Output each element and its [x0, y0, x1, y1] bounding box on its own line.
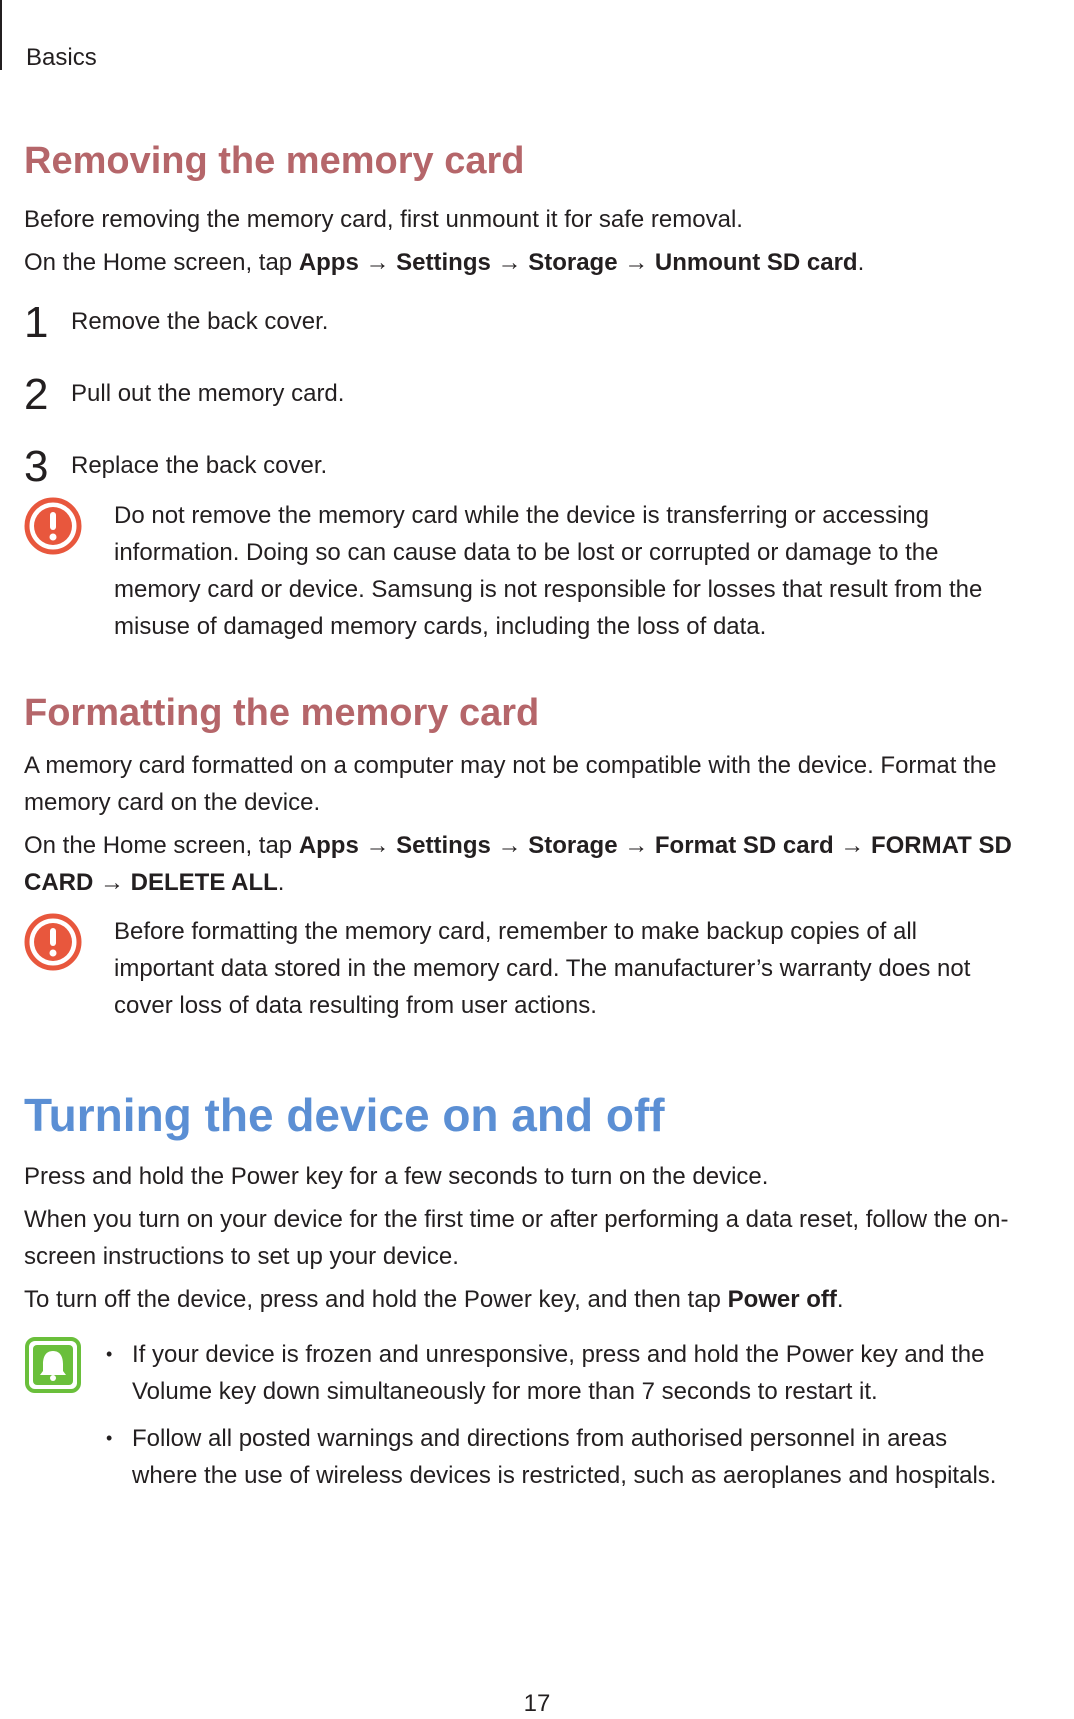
warning-line: Before formatting the memory card, remember to make backup copies of all	[114, 918, 918, 945]
step-text: Remove the back cover.	[71, 308, 329, 335]
tip-item: • If your device is frozen and unresponsive, press and hold the Power key and the Volume key down simultaneously for more than 7 seconds to restart it.	[104, 1336, 1064, 1410]
warning-line: memory card or device. Samsung is not responsible for losses that result from the	[114, 576, 983, 603]
tip-item: • Follow all posted warnings and directions from authorised personnel in areas where the use of wireless devices is restricted, such as aeroplanes and hospitals.	[104, 1420, 1064, 1494]
step-3	[24, 442, 1064, 497]
section-title-turning-on-off: Turning the device on and off	[24, 1089, 665, 1141]
bell-icon	[24, 1336, 82, 1394]
warning-line: misuse of damaged memory cards, including the loss of data.	[114, 613, 767, 640]
tip-note	[24, 1336, 1064, 1494]
section-title-removing: Removing the memory card	[24, 140, 525, 182]
step-number: 1	[24, 298, 49, 347]
step-1	[24, 298, 1064, 375]
step-text: Pull out the memory card.	[71, 380, 345, 407]
warning-icon	[24, 913, 82, 971]
section-title-formatting: Formatting the memory card	[24, 692, 540, 734]
page-number: 17	[523, 1690, 551, 1717]
power-on-paragraph: Press and hold the Power key for a few seconds to turn on the device.	[24, 1163, 769, 1190]
warning-line: important data stored in the memory card. The manufacturer’s warranty does not	[114, 955, 971, 982]
step-text: Replace the back cover.	[71, 452, 328, 479]
warning-line: cover loss of data resulting from user actions.	[114, 992, 597, 1019]
warning-line: Do not remove the memory card while the device is transferring or accessing	[114, 502, 930, 529]
removing-path: On the Home screen, tap Apps → Settings → Storage → Unmount SD card.	[24, 249, 865, 276]
setup-paragraph-line: When you turn on your device for the first time or after performing a data reset, follow the on-	[24, 1206, 1009, 1233]
warning-line: information. Doing so can cause data to be lost or corrupted or damage to the	[114, 539, 939, 566]
formatting-intro-line: memory card on the device.	[24, 789, 321, 816]
running-header: Basics	[26, 44, 97, 71]
step-number: 2	[24, 370, 49, 419]
warning-note-removing	[24, 497, 1064, 645]
page-content	[24, 140, 1064, 1504]
margin-rule	[0, 0, 2, 70]
formatting-path: On the Home screen, tap Apps → Settings → Storage → Format SD card → FORMAT SD CARD → DELETE ALL.	[24, 832, 1012, 896]
step-number: 3	[24, 442, 49, 491]
step-2	[24, 370, 1064, 447]
formatting-intro-line: A memory card formatted on a computer may not be compatible with the device. Format the	[24, 752, 997, 779]
warning-note-formatting	[24, 913, 1064, 1024]
removing-intro: Before removing the memory card, first unmount it for safe removal.	[24, 206, 743, 233]
tip-list	[104, 1336, 1064, 1494]
power-off-paragraph: To turn off the device, press and hold the Power key, and then tap Power off.	[24, 1286, 844, 1313]
warning-icon	[24, 497, 82, 555]
setup-paragraph-line: screen instructions to set up your device.	[24, 1243, 459, 1270]
